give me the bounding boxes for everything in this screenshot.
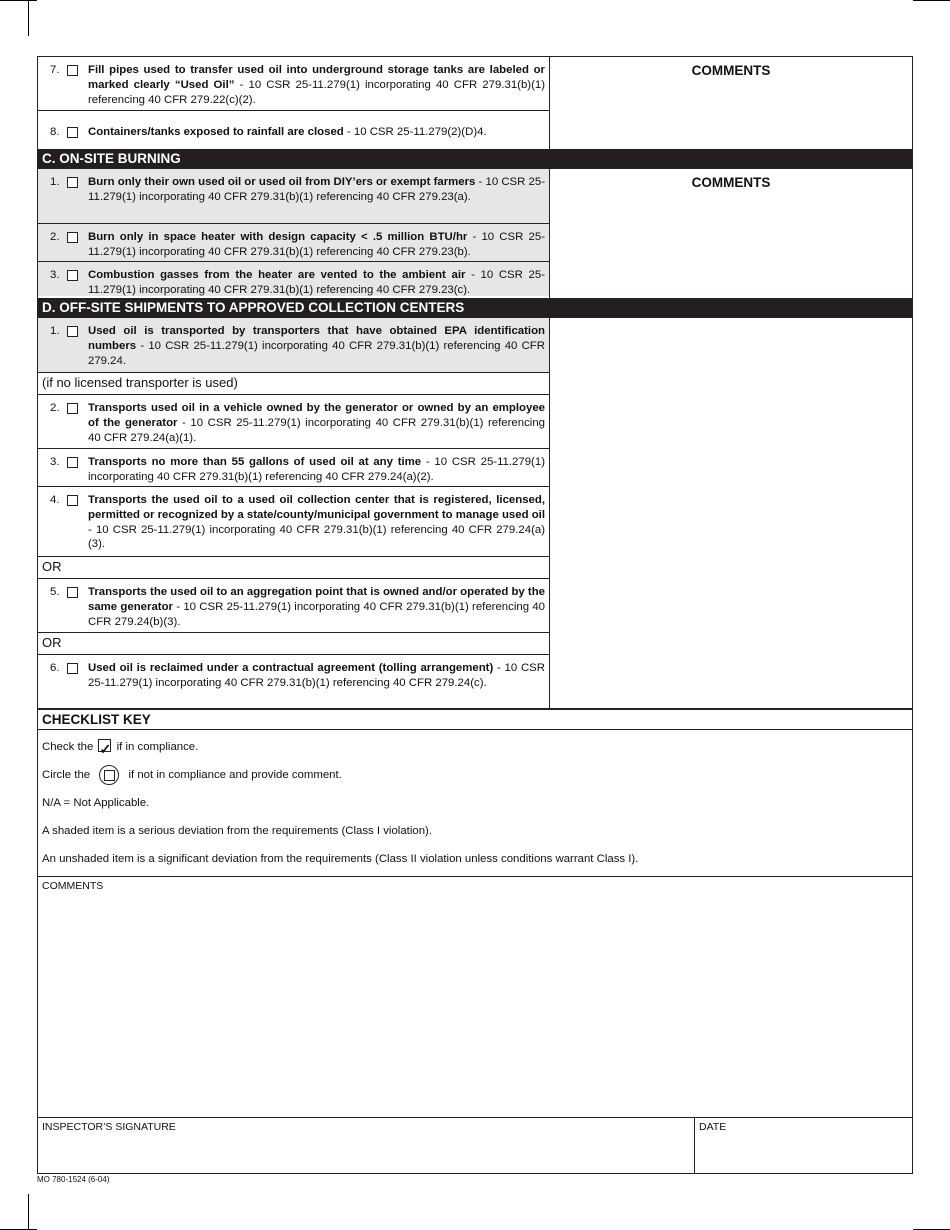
item-number: 3. bbox=[50, 456, 60, 468]
section-b-block bbox=[38, 57, 912, 149]
crop-mark bbox=[913, 0, 950, 1]
section-d-header: D. OFF-SITE SHIPMENTS TO APPROVED COLLECTION CENTERS bbox=[38, 298, 912, 317]
item-requirement: Transports no more than 55 gallons of used oil at any time bbox=[88, 456, 422, 468]
key-circle bbox=[38, 761, 912, 789]
checkbox[interactable] bbox=[67, 403, 78, 414]
key-text: if not in compliance and provide comment. bbox=[128, 769, 342, 781]
item-number: 6. bbox=[50, 662, 60, 674]
condition-note: (if no licensed transporter is used) bbox=[38, 373, 549, 395]
item-requirement: Containers/tanks exposed to rainfall are closed bbox=[88, 126, 344, 138]
checklist-item-b7 bbox=[38, 57, 549, 111]
item-citation: - 10 CSR 25-11.279(1) incorporating 40 CFR 279.31(b)(1) referencing 40 CFR 279.23(a). bbox=[88, 176, 546, 203]
date-label: DATE bbox=[699, 1121, 727, 1133]
item-requirement: Burn only in space heater with design capacity < .5 million BTU/hr bbox=[88, 231, 468, 243]
item-number: 1. bbox=[50, 176, 60, 188]
date-field[interactable] bbox=[695, 1118, 912, 1173]
checkbox[interactable] bbox=[67, 495, 78, 506]
signature-row bbox=[38, 1117, 912, 1173]
checklist-form bbox=[37, 56, 913, 1174]
checklist-item-c1 bbox=[38, 169, 549, 224]
crop-mark bbox=[28, 1194, 29, 1230]
crop-mark bbox=[28, 0, 29, 36]
item-number: 1. bbox=[50, 325, 60, 337]
checkbox[interactable] bbox=[67, 326, 78, 337]
item-citation: - 10 CSR 25-11.279(1) incorporating 40 CFR 279.31(b)(1) referencing 40 CFR 279.24(a)(3). bbox=[88, 523, 545, 551]
circled-box-icon bbox=[99, 765, 119, 785]
item-citation: - 10 CSR 25-11.279(1) incorporating 40 CFR 279.31(b)(1) referencing 40 CFR 279.24(b)(3). bbox=[88, 600, 545, 628]
comments-heading: COMMENTS bbox=[691, 63, 771, 78]
checkbox[interactable] bbox=[67, 127, 78, 138]
item-number: 8. bbox=[50, 126, 60, 138]
section-b-items bbox=[38, 57, 550, 149]
or-divider: OR bbox=[38, 633, 549, 655]
checklist-item-d5 bbox=[38, 579, 549, 633]
or-divider: OR bbox=[38, 557, 549, 579]
checkbox[interactable] bbox=[67, 663, 78, 674]
key-text: Check the bbox=[42, 741, 94, 753]
item-citation: - 10 CSR 25-11.279(1) incorporating 40 CFR 279.31(b)(1) referencing 40 CFR 279.24(c). bbox=[88, 662, 545, 689]
item-requirement: Used oil is reclaimed under a contractual agreement (tolling arrangement) bbox=[88, 662, 494, 674]
key-text: if in compliance. bbox=[116, 741, 199, 753]
item-citation: - 10 CSR 25-11.279(1) incorporating 40 CFR 279.31(b)(1) referencing 40 CFR 279.22(c)(2). bbox=[88, 78, 545, 106]
crop-mark bbox=[0, 0, 37, 1]
comments-area-d[interactable] bbox=[550, 318, 912, 708]
comments-heading: COMMENTS bbox=[691, 175, 771, 190]
item-number: 5. bbox=[50, 586, 60, 598]
item-number: 7. bbox=[50, 64, 60, 76]
checklist-item-d4 bbox=[38, 487, 549, 557]
key-na: N/A = Not Applicable. bbox=[42, 797, 150, 809]
key-check bbox=[38, 733, 912, 761]
key-text: Circle the bbox=[42, 769, 91, 781]
signature-label: INSPECTOR’S SIGNATURE bbox=[42, 1121, 176, 1133]
item-requirement: Transports the used oil to an aggregation point that is owned and/or operated by the same generator bbox=[88, 586, 545, 613]
checklist-item-c2 bbox=[38, 224, 549, 262]
item-requirement: Transports used oil in a vehicle owned by the generator or owned by an employee of the generator bbox=[88, 402, 545, 429]
section-c-block bbox=[38, 168, 912, 298]
checklist-item-c3 bbox=[38, 262, 549, 296]
section-c-header: C. ON-SITE BURNING bbox=[38, 149, 912, 168]
section-d-block bbox=[38, 317, 912, 708]
section-d-items bbox=[38, 318, 550, 708]
checklist-item-b8 bbox=[38, 111, 549, 144]
checkbox[interactable] bbox=[67, 457, 78, 468]
checklist-item-d6 bbox=[38, 655, 549, 710]
item-citation: - 10 CSR 25-11.279(1) incorporating 40 CFR 279.31(b)(1) referencing 40 CFR 279.24(a)(1). bbox=[88, 416, 545, 444]
section-c-items bbox=[38, 169, 550, 298]
form-id: MO 780-1524 (6-04) bbox=[37, 1175, 110, 1184]
signature-field[interactable] bbox=[38, 1118, 695, 1173]
checklist-key-title: CHECKLIST KEY bbox=[38, 708, 912, 729]
item-citation: - 10 CSR 25-11.279(1) incorporating 40 CFR 279.31(b)(1) referencing 40 CFR 279.23(b). bbox=[88, 231, 545, 258]
key-shaded: A shaded item is a serious deviation from the requirements (Class I violation). bbox=[42, 825, 432, 837]
item-requirement: Fill pipes used to transfer used oil into underground storage tanks are labeled or marked clearly “Used Oil” bbox=[88, 64, 545, 91]
checklist-item-d2 bbox=[38, 395, 549, 449]
checklist-key bbox=[38, 729, 912, 876]
item-number: 2. bbox=[50, 402, 60, 414]
item-requirement: Transports the used oil to a used oil collection center that is registered, licensed, permitted or recognized by a state/county/municipal government to manage used oil bbox=[88, 494, 545, 521]
checkbox[interactable] bbox=[67, 232, 78, 243]
checkbox[interactable] bbox=[67, 587, 78, 598]
item-requirement: Combustion gasses from the heater are vented to the ambient air bbox=[88, 269, 466, 281]
item-citation: - 10 CSR 25-11.279(1) incorporating 40 CFR 279.31(b)(1) referencing 40 CFR 279.23(c). bbox=[88, 269, 545, 296]
item-number: 4. bbox=[50, 494, 60, 506]
checkbox[interactable] bbox=[67, 177, 78, 188]
item-citation: - 10 CSR 25-11.279(2)(D)4. bbox=[343, 126, 487, 138]
checkmark-icon bbox=[98, 739, 111, 752]
item-number: 2. bbox=[50, 231, 60, 243]
item-citation: - 10 CSR 25-11.279(1) incorporating 40 CFR 279.31(b)(1) referencing 40 CFR 279.24(a)(2). bbox=[88, 456, 545, 483]
checklist-item-d1 bbox=[38, 318, 549, 373]
checklist-item-d3 bbox=[38, 449, 549, 487]
checkbox[interactable] bbox=[67, 65, 78, 76]
checkbox[interactable] bbox=[67, 270, 78, 281]
item-requirement: Burn only their own used oil or used oil from DIY’ers or exempt farmers bbox=[88, 176, 476, 188]
comments-area-c[interactable] bbox=[550, 169, 912, 298]
comments-area-b[interactable] bbox=[550, 57, 912, 149]
item-number: 3. bbox=[50, 269, 60, 281]
key-unshaded: An unshaded item is a significant deviation from the requirements (Class II violation unless conditions warrant Class I). bbox=[42, 853, 639, 865]
comments-box-label: COMMENTS bbox=[42, 880, 104, 892]
comments-box[interactable] bbox=[38, 876, 912, 1117]
item-requirement: Used oil is transported by transporters that have obtained EPA identification numbers bbox=[88, 325, 545, 352]
item-citation: - 10 CSR 25-11.279(1) incorporating 40 CFR 279.31(b)(1) referencing 40 CFR 279.24. bbox=[88, 339, 545, 367]
